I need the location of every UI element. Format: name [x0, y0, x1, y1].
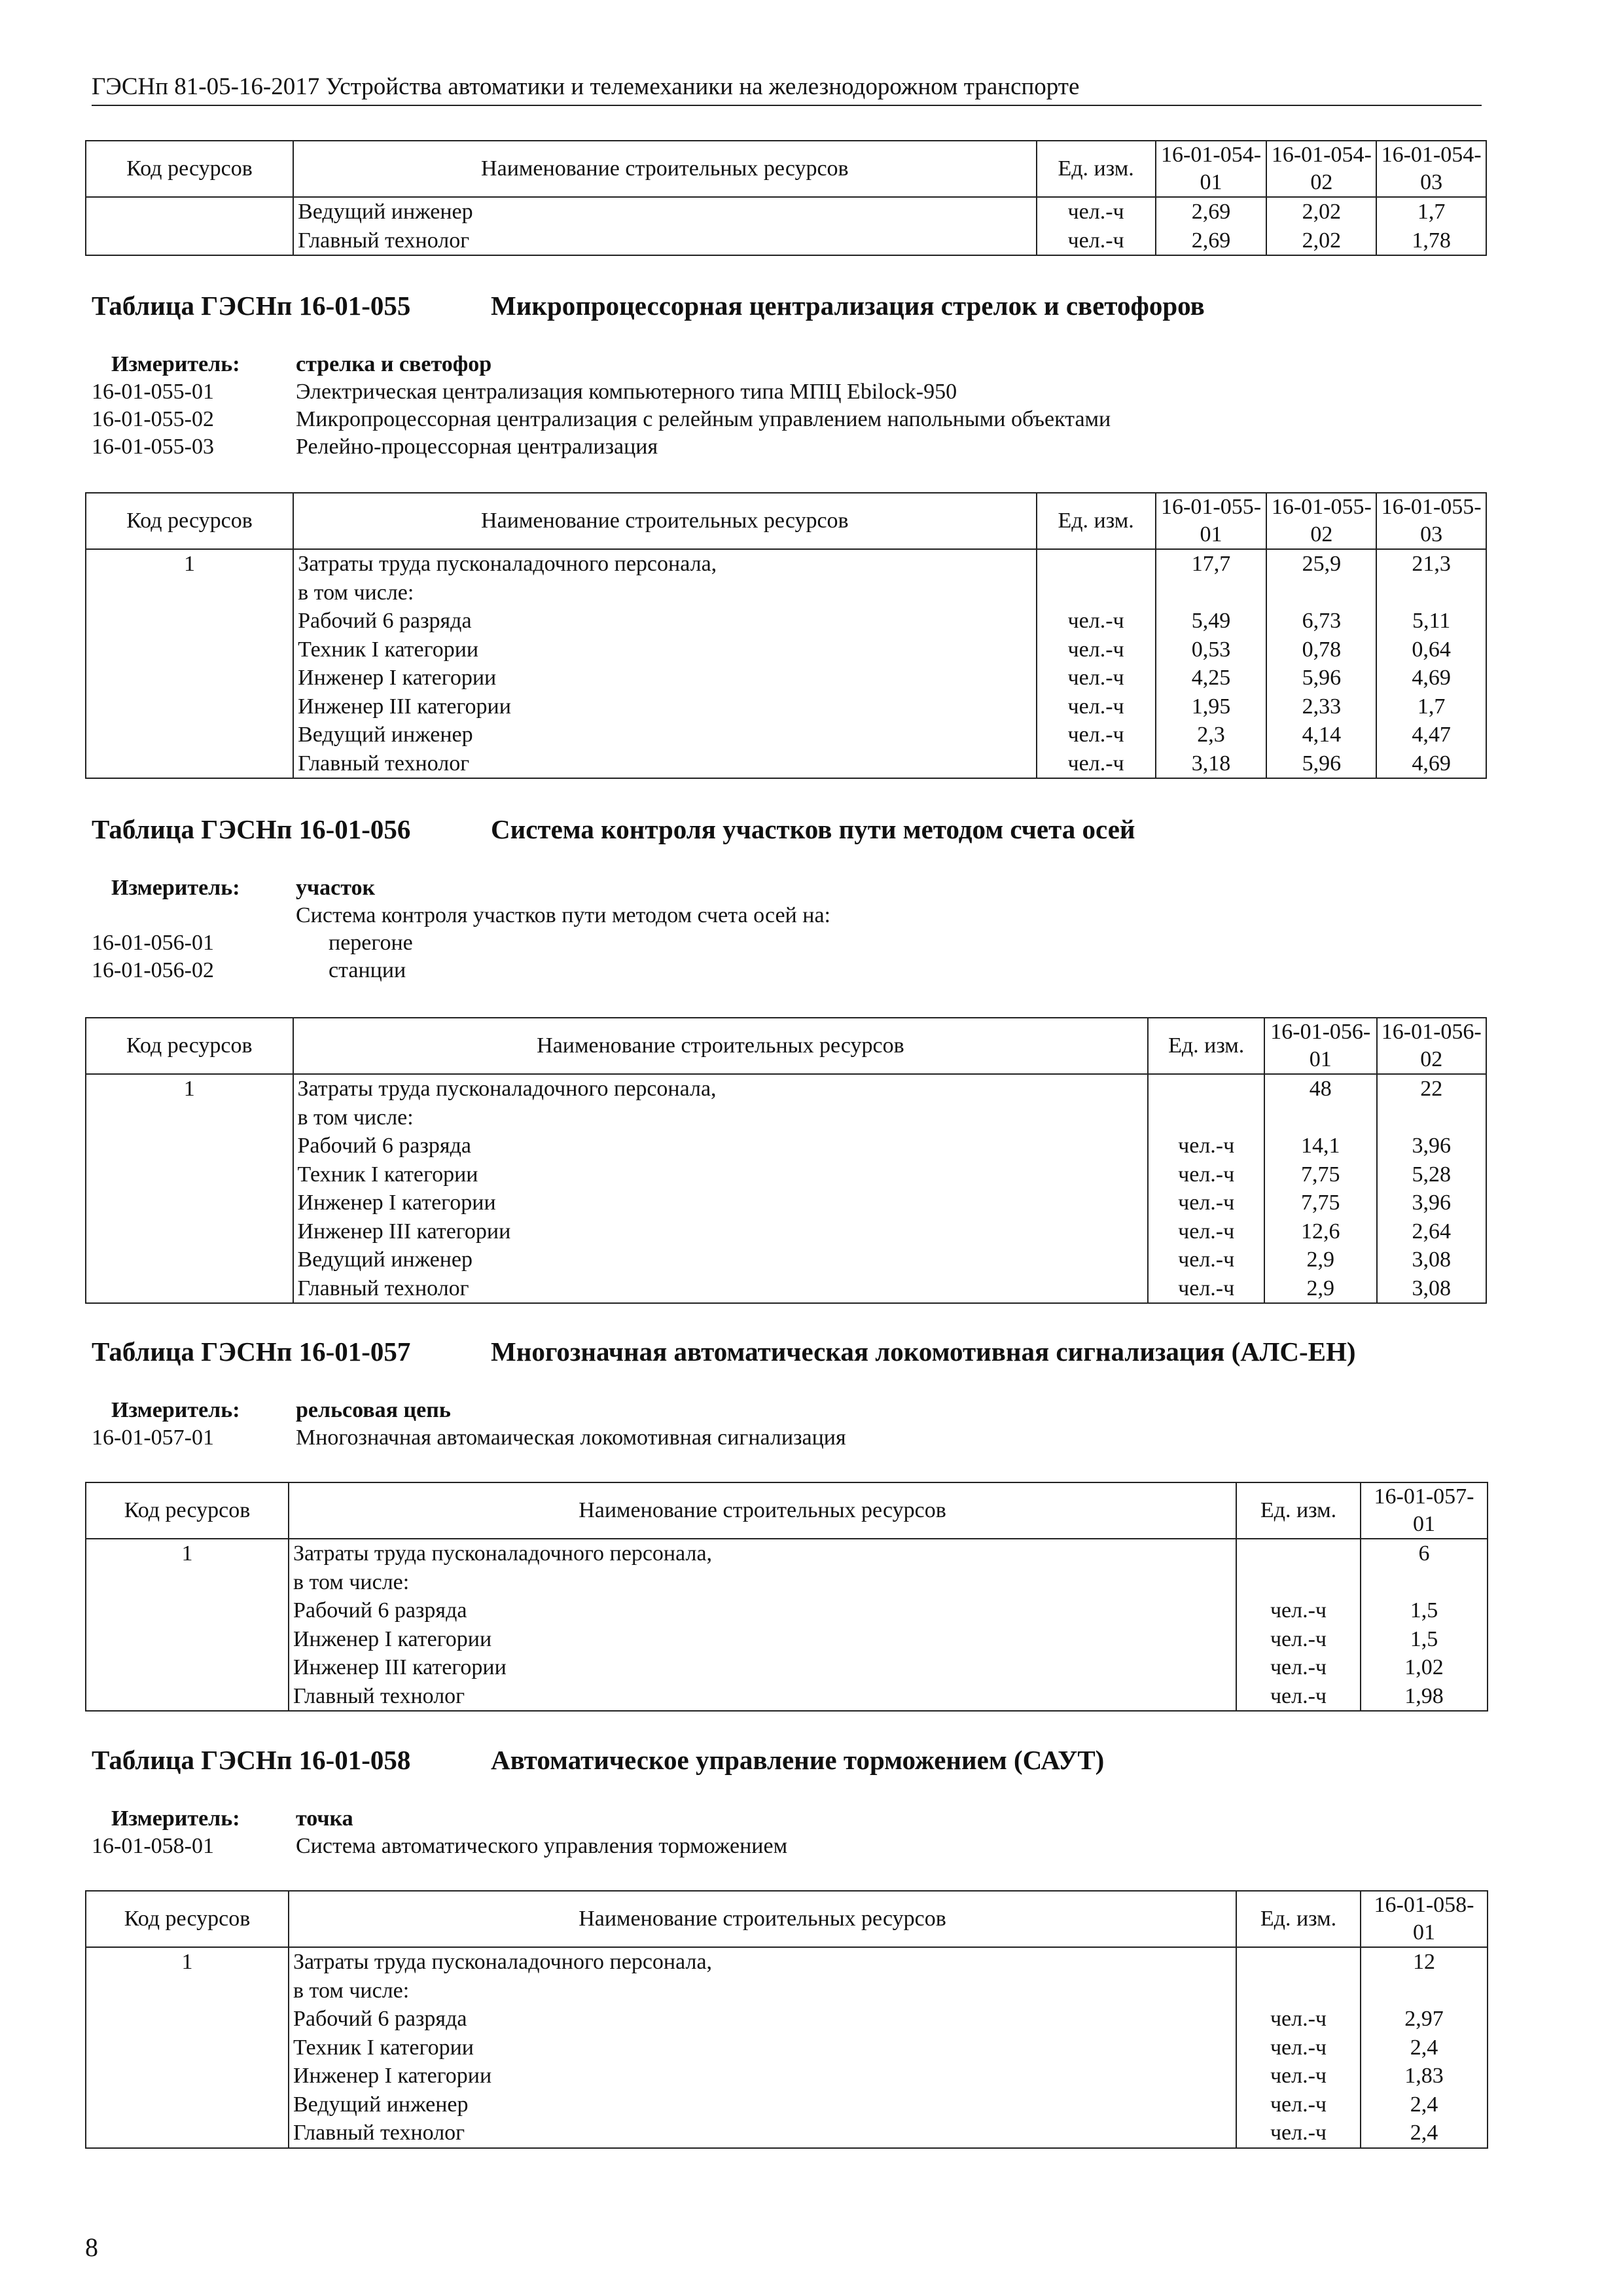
resource-name-cell: Ведущий инженер: [293, 197, 1036, 226]
norm-value-cell: 2,3: [1156, 721, 1267, 749]
col-header-name: Наименование строительных ресурсов: [293, 1018, 1149, 1074]
table-number: Таблица ГЭСНп 16-01-057: [92, 1336, 411, 1367]
table-header-row: [86, 141, 1486, 197]
unit-cell: чел.-ч: [1236, 2034, 1361, 2062]
norm-value-cell: 48: [1264, 1074, 1377, 1103]
meter-block-058: [92, 1805, 787, 1860]
resource-name-cell: Инженер III категории: [289, 1653, 1236, 1682]
col-header-name: Наименование строительных ресурсов: [293, 141, 1036, 197]
norm-value-cell: 2,9: [1264, 1246, 1377, 1274]
norm-value-cell: 4,47: [1376, 721, 1486, 749]
col-header-norm: 16-01-054-02: [1266, 141, 1376, 197]
table-row: [86, 2034, 1488, 2062]
table-header-row: [86, 493, 1486, 549]
item-text: Релейно-процессорная централизация: [296, 435, 658, 459]
norm-value-cell: 2,4: [1361, 2090, 1488, 2119]
col-header-norm: 16-01-055-01: [1156, 493, 1267, 549]
unit-cell: чел.-ч: [1236, 1682, 1361, 1712]
col-header-code: Код ресурсов: [86, 1018, 293, 1074]
resource-code-cell: [86, 664, 293, 692]
resource-name-cell: Инженер III категории: [293, 692, 1036, 721]
resource-name-cell: Инженер I категории: [293, 1189, 1149, 1217]
item-code: 16-01-055-03: [92, 435, 214, 459]
resource-name-cell: Главный технолог: [293, 226, 1036, 256]
resource-name-cell: Затраты труда пусконаладочного персонала,: [289, 1947, 1236, 1977]
unit-cell: чел.-ч: [1037, 664, 1156, 692]
table-row: [86, 1625, 1488, 1654]
resource-name-cell: Рабочий 6 разряда: [293, 607, 1036, 636]
resource-code-cell: [86, 1596, 289, 1625]
item-code: 16-01-058-01: [92, 1834, 214, 1858]
norm-value-cell: 1,98: [1361, 1682, 1488, 1712]
col-header-norm: 16-01-058-01: [1361, 1891, 1488, 1947]
norm-value-cell: 6,73: [1266, 607, 1376, 636]
resource-name-cell: Техник I категории: [293, 1160, 1149, 1189]
norm-value-cell: 5,28: [1377, 1160, 1486, 1189]
unit-cell: [1236, 1568, 1361, 1597]
table-row: [86, 1947, 1488, 1977]
resource-code-cell: [86, 1977, 289, 2005]
table-16-01-054: [85, 140, 1487, 256]
col-header-name: Наименование строительных ресурсов: [293, 493, 1036, 549]
resource-name-cell: Инженер I категории: [289, 1625, 1236, 1654]
norm-value-cell: 0,64: [1376, 636, 1486, 664]
norm-value-cell: [1266, 579, 1376, 607]
item-text: Многозначная автомаическая локомотивная сигнализация: [296, 1426, 846, 1450]
table-title-056: [92, 813, 1135, 846]
unit-cell: чел.-ч: [1236, 2062, 1361, 2090]
norm-value-cell: 4,25: [1156, 664, 1267, 692]
resource-name-cell: Инженер III категории: [293, 1217, 1149, 1246]
meter-value: стрелка и светофор: [296, 352, 492, 376]
table-16-01-058: [85, 1890, 1488, 2149]
col-header-norm: 16-01-056-01: [1264, 1018, 1377, 1074]
col-header-unit: Ед. изм.: [1236, 1482, 1361, 1539]
unit-cell: чел.-ч: [1037, 749, 1156, 779]
item-code: 16-01-056-02: [92, 958, 214, 982]
table-row: [86, 1189, 1486, 1217]
resource-name-cell: Главный технолог: [293, 749, 1036, 779]
resource-name-cell: Главный технолог: [289, 1682, 1236, 1712]
unit-cell: [1236, 1539, 1361, 1568]
table-row: [86, 1539, 1488, 1568]
table-row: [86, 664, 1486, 692]
meter-value: точка: [296, 1806, 353, 1831]
norm-value-cell: 22: [1377, 1074, 1486, 1103]
norm-value-cell: 2,4: [1361, 2119, 1488, 2148]
resource-code-cell: [86, 226, 293, 256]
table-title-055: [92, 289, 1205, 322]
unit-cell: чел.-ч: [1037, 636, 1156, 664]
table-number: Таблица ГЭСНп 16-01-056: [92, 814, 411, 844]
unit-cell: чел.-ч: [1037, 197, 1156, 226]
table-row: [86, 1682, 1488, 1712]
resource-name-cell: Затраты труда пусконаладочного персонала,: [293, 1074, 1149, 1103]
table-caption: Система контроля участков пути методом счета осей: [491, 814, 1135, 844]
norm-value-cell: 4,69: [1376, 664, 1486, 692]
resource-name-cell: Ведущий инженер: [293, 1246, 1149, 1274]
resource-code-cell: [86, 636, 293, 664]
norm-value-cell: 1,95: [1156, 692, 1267, 721]
norm-value-cell: 3,18: [1156, 749, 1267, 779]
unit-cell: чел.-ч: [1037, 607, 1156, 636]
norm-value-cell: 1,5: [1361, 1625, 1488, 1654]
resource-code-cell: [86, 1217, 293, 1246]
items-intro: Система контроля участков пути методом счета осей на:: [296, 903, 830, 927]
table-caption: Автоматическое управление торможением (САУТ): [491, 1745, 1105, 1775]
unit-cell: чел.-ч: [1148, 1246, 1264, 1274]
table-row: [86, 226, 1486, 256]
norm-value-cell: 4,69: [1376, 749, 1486, 779]
unit-cell: [1148, 1103, 1264, 1132]
norm-value-cell: 7,75: [1264, 1189, 1377, 1217]
norm-value-cell: 5,96: [1266, 664, 1376, 692]
norm-value-cell: 3,08: [1377, 1274, 1486, 1304]
norm-value-cell: 5,49: [1156, 607, 1267, 636]
norm-value-cell: [1361, 1977, 1488, 2005]
norm-value-cell: 3,96: [1377, 1132, 1486, 1160]
norm-value-cell: 6: [1361, 1539, 1488, 1568]
resource-code-cell: [86, 1274, 293, 1304]
resource-code-cell: [86, 607, 293, 636]
resource-code-cell: [86, 197, 293, 226]
unit-cell: чел.-ч: [1236, 1625, 1361, 1654]
table-header-row: [86, 1482, 1488, 1539]
resource-name-cell: Главный технолог: [289, 2119, 1236, 2148]
norm-value-cell: [1156, 579, 1267, 607]
table-row: [86, 1246, 1486, 1274]
item-text: перегоне: [329, 931, 413, 955]
resource-code-cell: 1: [86, 1074, 293, 1103]
col-header-unit: Ед. изм.: [1148, 1018, 1264, 1074]
table-row: [86, 1160, 1486, 1189]
resource-code-cell: [86, 1246, 293, 1274]
table-row: [86, 1596, 1488, 1625]
table-row: [86, 692, 1486, 721]
unit-cell: чел.-ч: [1236, 1596, 1361, 1625]
resource-name-cell: Техник I категории: [289, 2034, 1236, 2062]
table-row: [86, 2005, 1488, 2034]
resource-code-cell: [86, 1653, 289, 1682]
meter-value: рельсовая цепь: [296, 1398, 451, 1422]
norm-value-cell: 3,96: [1377, 1189, 1486, 1217]
table-16-01-055: [85, 492, 1487, 779]
meter-value: участок: [296, 876, 376, 900]
table-row: [86, 197, 1486, 226]
resource-name-cell: Затраты труда пусконаладочного персонала,: [289, 1539, 1236, 1568]
table-row: [86, 1103, 1486, 1132]
resource-name-cell: Рабочий 6 разряда: [289, 2005, 1236, 2034]
unit-cell: чел.-ч: [1236, 2119, 1361, 2148]
unit-cell: чел.-ч: [1148, 1217, 1264, 1246]
meter-block-057: [92, 1397, 846, 1452]
unit-cell: чел.-ч: [1236, 2090, 1361, 2119]
table-16-01-056: [85, 1017, 1487, 1304]
unit-cell: чел.-ч: [1148, 1160, 1264, 1189]
norm-value-cell: 4,14: [1266, 721, 1376, 749]
resource-code-cell: [86, 2062, 289, 2090]
col-header-code: Код ресурсов: [86, 1891, 289, 1947]
unit-cell: [1037, 579, 1156, 607]
col-header-name: Наименование строительных ресурсов: [289, 1482, 1236, 1539]
table-row: [86, 636, 1486, 664]
resource-name-cell: Затраты труда пусконаладочного персонала,: [293, 549, 1036, 579]
norm-value-cell: 21,3: [1376, 549, 1486, 579]
item-text: Система автоматического управления торможением: [296, 1834, 788, 1858]
norm-value-cell: 2,4: [1361, 2034, 1488, 2062]
unit-cell: чел.-ч: [1236, 2005, 1361, 2034]
item-text: Электрическая централизация компьютерного типа МПЦ Ebilock-950: [296, 380, 957, 404]
norm-value-cell: 2,64: [1377, 1217, 1486, 1246]
running-header: ГЭСНп 81-05-16-2017 Устройства автоматики и телемеханики на железнодорожном транспорте: [92, 71, 1482, 106]
unit-cell: [1236, 1977, 1361, 2005]
norm-value-cell: 2,69: [1156, 197, 1267, 226]
norm-value-cell: 1,7: [1376, 197, 1486, 226]
unit-cell: чел.-ч: [1148, 1189, 1264, 1217]
resource-code-cell: [86, 1625, 289, 1654]
col-header-norm: 16-01-054-03: [1376, 141, 1486, 197]
norm-value-cell: 2,02: [1266, 226, 1376, 256]
unit-cell: чел.-ч: [1037, 721, 1156, 749]
table-row: [86, 2062, 1488, 2090]
norm-value-cell: 2,33: [1266, 692, 1376, 721]
resource-code-cell: 1: [86, 1539, 289, 1568]
unit-cell: чел.-ч: [1236, 1653, 1361, 1682]
table-row: [86, 1977, 1488, 2005]
norm-value-cell: 17,7: [1156, 549, 1267, 579]
col-header-code: Код ресурсов: [86, 1482, 289, 1539]
norm-value-cell: 12: [1361, 1947, 1488, 1977]
norm-value-cell: 2,9: [1264, 1274, 1377, 1304]
table-title-058: [92, 1744, 1104, 1776]
resource-name-cell: в том числе:: [293, 579, 1036, 607]
meter-label: Измеритель:: [111, 876, 240, 900]
table-row: [86, 1568, 1488, 1597]
col-header-code: Код ресурсов: [86, 493, 293, 549]
meter-block-055: [92, 351, 1111, 461]
table-title-057: [92, 1335, 1356, 1368]
norm-value-cell: 25,9: [1266, 549, 1376, 579]
norm-value-cell: [1361, 1568, 1488, 1597]
col-header-norm: 16-01-055-03: [1376, 493, 1486, 549]
table-row: [86, 2090, 1488, 2119]
resource-code-cell: [86, 2119, 289, 2148]
item-text: Микропроцессорная централизация с релейным управлением напольными объектами: [296, 407, 1111, 431]
table-row: [86, 1074, 1486, 1103]
resource-name-cell: в том числе:: [289, 1568, 1236, 1597]
table-16-01-057: [85, 1482, 1488, 1712]
unit-cell: чел.-ч: [1037, 226, 1156, 256]
table-row: [86, 579, 1486, 607]
norm-value-cell: 12,6: [1264, 1217, 1377, 1246]
resource-code-cell: [86, 692, 293, 721]
resource-name-cell: Техник I категории: [293, 636, 1036, 664]
col-header-norm: 16-01-054-01: [1156, 141, 1267, 197]
item-code: 16-01-056-01: [92, 931, 214, 955]
unit-cell: чел.-ч: [1037, 692, 1156, 721]
resource-name-cell: Главный технолог: [293, 1274, 1149, 1304]
resource-code-cell: [86, 1568, 289, 1597]
norm-value-cell: 5,96: [1266, 749, 1376, 779]
norm-value-cell: [1377, 1103, 1486, 1132]
table-caption: Многозначная автоматическая локомотивная сигнализация (АЛС-ЕН): [491, 1336, 1356, 1367]
item-code: 16-01-055-02: [92, 407, 214, 431]
table-row: [86, 1217, 1486, 1246]
resource-name-cell: Рабочий 6 разряда: [289, 1596, 1236, 1625]
resource-name-cell: Рабочий 6 разряда: [293, 1132, 1149, 1160]
norm-value-cell: 2,02: [1266, 197, 1376, 226]
norm-value-cell: 3,08: [1377, 1246, 1486, 1274]
resource-code-cell: [86, 2090, 289, 2119]
meter-label: Измеритель:: [111, 1398, 240, 1422]
meter-label: Измеритель:: [111, 1806, 240, 1831]
meter-block-056: [92, 874, 830, 984]
table-caption: Микропроцессорная централизация стрелок и светофоров: [491, 291, 1205, 321]
unit-cell: [1148, 1074, 1264, 1103]
table-row: [86, 721, 1486, 749]
page-number: 8: [85, 2233, 98, 2262]
resource-code-cell: [86, 1682, 289, 1712]
resource-name-cell: Инженер I категории: [293, 664, 1036, 692]
table-row: [86, 1132, 1486, 1160]
resource-code-cell: [86, 2034, 289, 2062]
resource-code-cell: 1: [86, 549, 293, 579]
resource-code-cell: [86, 2005, 289, 2034]
table-number: Таблица ГЭСНп 16-01-055: [92, 291, 411, 321]
norm-value-cell: 1,7: [1376, 692, 1486, 721]
norm-value-cell: 7,75: [1264, 1160, 1377, 1189]
norm-value-cell: 5,11: [1376, 607, 1486, 636]
resource-code-cell: [86, 1189, 293, 1217]
resource-code-cell: [86, 1103, 293, 1132]
meter-label: Измеритель:: [111, 352, 240, 376]
norm-value-cell: 2,97: [1361, 2005, 1488, 2034]
col-header-norm: 16-01-055-02: [1266, 493, 1376, 549]
norm-value-cell: 0,53: [1156, 636, 1267, 664]
norm-value-cell: [1376, 579, 1486, 607]
resource-code-cell: [86, 1160, 293, 1189]
resource-code-cell: [86, 1132, 293, 1160]
item-code: 16-01-055-01: [92, 380, 214, 404]
resource-name-cell: Инженер I категории: [289, 2062, 1236, 2090]
resource-name-cell: Ведущий инженер: [293, 721, 1036, 749]
table-row: [86, 749, 1486, 779]
table-header-row: [86, 1891, 1488, 1947]
col-header-norm: 16-01-056-02: [1377, 1018, 1486, 1074]
col-header-name: Наименование строительных ресурсов: [289, 1891, 1236, 1947]
resource-name-cell: Ведущий инженер: [289, 2090, 1236, 2119]
item-text: станции: [329, 958, 406, 982]
resource-code-cell: [86, 749, 293, 779]
norm-value-cell: 1,02: [1361, 1653, 1488, 1682]
col-header-norm: 16-01-057-01: [1361, 1482, 1488, 1539]
table-header-row: [86, 1018, 1486, 1074]
col-header-unit: Ед. изм.: [1037, 493, 1156, 549]
table-row: [86, 2119, 1488, 2148]
table-row: [86, 1653, 1488, 1682]
resource-code-cell: [86, 721, 293, 749]
resource-code-cell: [86, 579, 293, 607]
norm-value-cell: 0,78: [1266, 636, 1376, 664]
col-header-code: Код ресурсов: [86, 141, 293, 197]
norm-value-cell: 2,69: [1156, 226, 1267, 256]
unit-cell: [1037, 549, 1156, 579]
table-number: Таблица ГЭСНп 16-01-058: [92, 1745, 411, 1775]
norm-value-cell: 1,83: [1361, 2062, 1488, 2090]
table-row: [86, 1274, 1486, 1304]
unit-cell: чел.-ч: [1148, 1132, 1264, 1160]
norm-value-cell: [1264, 1103, 1377, 1132]
col-header-unit: Ед. изм.: [1236, 1891, 1361, 1947]
resource-name-cell: в том числе:: [293, 1103, 1149, 1132]
norm-value-cell: 14,1: [1264, 1132, 1377, 1160]
col-header-unit: Ед. изм.: [1037, 141, 1156, 197]
table-row: [86, 549, 1486, 579]
resource-name-cell: в том числе:: [289, 1977, 1236, 2005]
norm-value-cell: 1,78: [1376, 226, 1486, 256]
resource-code-cell: 1: [86, 1947, 289, 1977]
unit-cell: чел.-ч: [1148, 1274, 1264, 1304]
item-code: 16-01-057-01: [92, 1426, 214, 1450]
norm-value-cell: 1,5: [1361, 1596, 1488, 1625]
unit-cell: [1236, 1947, 1361, 1977]
table-row: [86, 607, 1486, 636]
